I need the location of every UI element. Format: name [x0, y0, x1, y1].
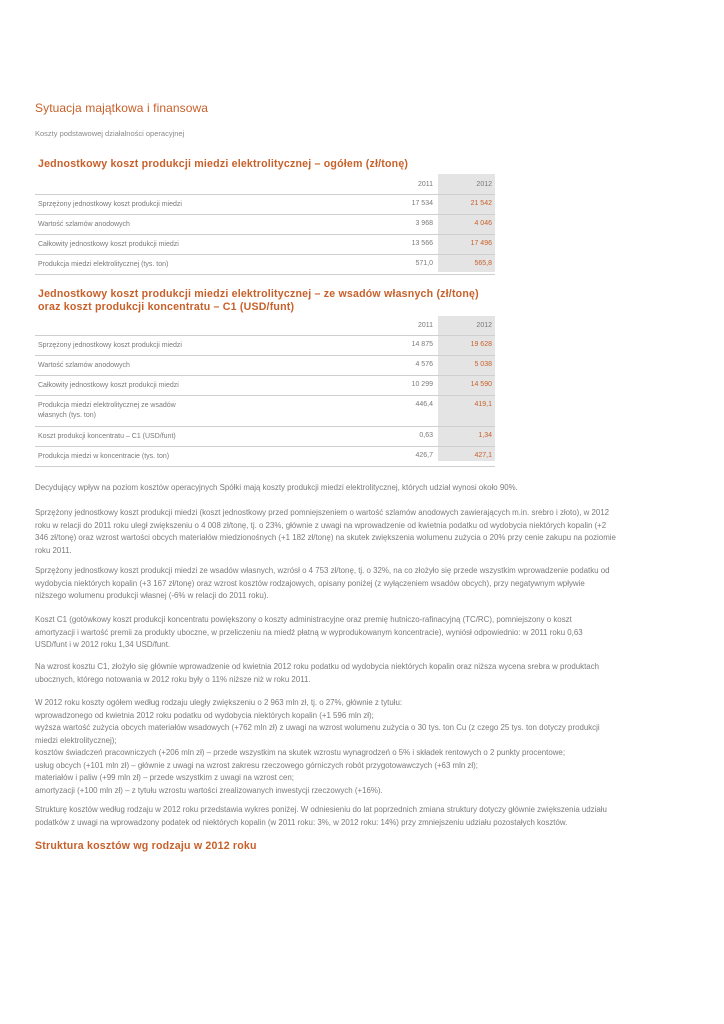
row-value-2012: 21 542 — [470, 200, 492, 207]
table1-title — [38, 158, 408, 171]
row-value-2012: 4 046 — [474, 220, 492, 227]
paragraph-line: Decydujący wpływ na poziom kosztów operacyjnych Spółki mają koszty produkcji miedzi elektrolitycznej, których udział wynosi około 90%. — [35, 483, 518, 492]
table-row — [35, 447, 495, 467]
table-row — [35, 195, 495, 215]
paragraph-line: 346 zł/tonę) oraz wzrost wartości obcych materiałów miedzionośnych (+1 182 zł/tonę) na skutek zwiększenia wolumenu zużycia o 20% przy cenie zakupu na poziomie — [35, 533, 616, 542]
row-value-2011: 446,4 — [415, 401, 433, 408]
paragraph-line: roku 2011. — [35, 545, 72, 555]
paragraph-line: wyższa wartość zużycia obcych materiałów wsadowych (+762 mln zł) z uwagi na wzrost wolumenu zużycia o 30 tys. ton Cu (z czego 25 tys. ton dotyczy produkcji — [35, 723, 600, 732]
table2 — [35, 316, 495, 467]
paragraph-6 — [35, 697, 690, 797]
row-value-2011: 3 968 — [415, 220, 433, 227]
paragraph-line: kosztów świadczeń pracowniczych (+206 mln zł) – przede wszystkim na skutek wzrostu wynagrodzeń o 5% i składek rentowych o 2 punkty procentowe; — [35, 748, 566, 757]
row-label: Wartość szlamów anodowych — [38, 221, 130, 228]
row-value-2011: 14 875 — [411, 341, 433, 348]
row-label: Produkcja miedzi w koncentracie (tys. ton) — [38, 453, 170, 460]
paragraph-line: roku w relacji do 2011 roku uległ zwiększeniu o 4 008 zł/tonę, tj. o 23%, głównie z uwagi na wprowadzenie od kwietnia podatku od wydobycia niektórych kopalin (+2 — [35, 520, 607, 530]
table1-col-2012: 2012 — [476, 181, 492, 188]
row-label: Sprzężony jednostkowy koszt produkcji miedzi — [38, 342, 182, 349]
table-row — [35, 427, 495, 447]
table-row — [35, 255, 495, 275]
paragraph-line: podatków z uwagi na wprowadzony podatek od niektórych kopalin (w 2011 roku: 3%, w 2012 roku: 14%) przy zmniejszeniu udziału pozostałych kosztów. — [35, 817, 568, 827]
table-row — [35, 235, 495, 255]
paragraph-line: miedzi elektrolitycznej); — [35, 735, 117, 745]
paragraph-line: wydobycia niektórych kopalin (+3 167 zł/tonę) oraz wzrost kosztów rodzajowych, opisany poniżej (z wyłączeniem wsadów obcych), przy negatywnym wpływie — [35, 578, 585, 588]
row-value-2012: 565,8 — [474, 260, 492, 267]
table2-title-line1: Jednostkowy koszt produkcji miedzi elektrolitycznej – ze wsadów własnych (zł/tonę) — [38, 288, 479, 300]
paragraph-line: amortyzacji i wartość premii za produkty uboczne, w przeliczeniu na miedź płatną w wyprodukowanym koncentracie), wyniósł odpowiednio: w 2011 roku 0,63 — [35, 627, 583, 637]
paragraph-5 — [35, 661, 690, 686]
table-row — [35, 356, 495, 376]
row-value-2011: 4 576 — [415, 361, 433, 368]
row-value-2011: 571,0 — [415, 260, 433, 267]
row-value-2012: 419,1 — [474, 401, 492, 408]
table2-col-2012: 2012 — [476, 322, 492, 329]
row-value-2012: 17 496 — [470, 240, 492, 247]
paragraph-1 — [35, 482, 690, 495]
row-value-2012: 1,34 — [478, 432, 492, 439]
row-label: Sprzężony jednostkowy koszt produkcji miedzi — [38, 201, 182, 208]
row-label: Produkcja miedzi elektrolitycznej (tys. ton) — [38, 261, 169, 268]
paragraph-line: Koszt C1 (gotówkowy koszt produkcji koncentratu powiększony o koszty administracyjne oraz premię hutniczo-rafinacyjną (TC/RC), pomniejszony o koszt — [35, 615, 572, 624]
table1-header-row — [35, 174, 495, 195]
row-label: Całkowity jednostkowy koszt produkcji miedzi — [38, 241, 179, 248]
section-subtitle: Koszty podstawowej działalności operacyjnej — [35, 129, 185, 138]
row-value-2011: 13 566 — [411, 240, 433, 247]
paragraph-line: ubocznych, którego notowania w 2012 roku były o 11% niższe niż w roku 2011. — [35, 674, 311, 684]
table-row — [35, 336, 495, 356]
table2-col-2011: 2011 — [417, 322, 433, 329]
paragraph-line: Strukturę kosztów według rodzaju w 2012 roku przedstawia wykres poniżej. W odniesieniu do lat poprzednich zmiana struktury dotyczy głównie zwiększenia udziału — [35, 805, 607, 814]
row-value-2012: 427,1 — [474, 452, 492, 459]
table2-title — [38, 288, 479, 314]
row-label: Wartość szlamów anodowych — [38, 362, 130, 369]
paragraph-line: Sprzężony jednostkowy koszt produkcji miedzi (koszt jednostkowy przed pomniejszeniem o wartość szlamów anodowych zawierających m.in. srebro i złoto), w 2012 — [35, 508, 610, 517]
table2-header-row — [35, 316, 495, 336]
row-value-2011: 426,7 — [415, 452, 433, 459]
row-value-2012: 19 628 — [470, 341, 492, 348]
table-row — [35, 396, 495, 427]
paragraph-line: niższego wolumenu produkcji własnej (-6% w relacji do 2011 roku). — [35, 591, 269, 600]
table1-title-text: Jednostkowy koszt produkcji miedzi elektrolitycznej – ogółem (zł/tonę) — [38, 158, 409, 170]
paragraph-line: W 2012 roku koszty ogółem według rodzaju uległy zwiększeniu o 2 963 mln zł, tj. o 27%, głównie z tytułu: — [35, 698, 403, 707]
row-label: Całkowity jednostkowy koszt produkcji miedzi — [38, 382, 179, 389]
paragraph-2 — [35, 507, 690, 557]
row-value-2011: 10 299 — [411, 381, 433, 388]
row-label-line2: własnych (tys. ton) — [38, 411, 96, 419]
paragraph-7 — [35, 804, 690, 829]
paragraph-line: Sprzężony jednostkowy koszt produkcji miedzi ze wsadów własnych, wzrósł o 4 753 zł/tonę, tj. o 32%, na co złożyło się przede wszystkim wprowadzenie podatku od — [35, 566, 610, 575]
table1-col-2011: 2011 — [417, 181, 433, 188]
table2-title-line2: oraz koszt produkcji koncentratu – C1 (USD/funt) — [38, 301, 295, 313]
paragraph-line: USD/funt i w 2012 roku 1,34 USD/funt. — [35, 640, 171, 649]
paragraph-line: Na wzrost kosztu C1, złożyło się głównie wprowadzenie od kwietnia 2012 roku podatku od wydobycia niektórych kopalin oraz niższa wycena srebra w produktach — [35, 662, 600, 671]
table1 — [35, 174, 495, 275]
cost-structure-title: Struktura kosztów wg rodzaju w 2012 roku — [35, 840, 257, 852]
row-value-2011: 17 534 — [411, 200, 433, 207]
paragraph-line: usług obcych (+101 mln zł) – głównie z uwagi na wzrost zakresu rzeczowego górniczych robót przygotowawczych (+63 mln zł); — [35, 760, 478, 770]
paragraph-line: amortyzacji (+100 mln zł) – z tytułu wzrostu wartości zrealizowanych inwestycji rzeczowych (+16%). — [35, 785, 383, 795]
row-label: Koszt produkcji koncentratu – C1 (USD/funt) — [38, 433, 176, 440]
paragraph-line: materiałów i paliw (+99 mln zł) – przede wszystkim z uwagi na wzrost cen; — [35, 773, 294, 782]
table-row — [35, 215, 495, 235]
row-value-2012: 5 038 — [474, 361, 492, 368]
row-value-2012: 14 590 — [470, 381, 492, 388]
paragraph-line: wprowadzonego od kwietnia 2012 roku podatku od wydobycia niektórych kopalin (+1 596 mln zł); — [35, 710, 374, 720]
row-value-2011: 0,63 — [419, 432, 433, 439]
row-label: Produkcja miedzi elektrolitycznej ze wsadów — [38, 402, 176, 409]
table-row — [35, 376, 495, 396]
paragraph-4 — [35, 614, 690, 652]
paragraph-3 — [35, 565, 690, 603]
section-title: Sytuacja majątkowa i finansowa — [35, 101, 209, 115]
